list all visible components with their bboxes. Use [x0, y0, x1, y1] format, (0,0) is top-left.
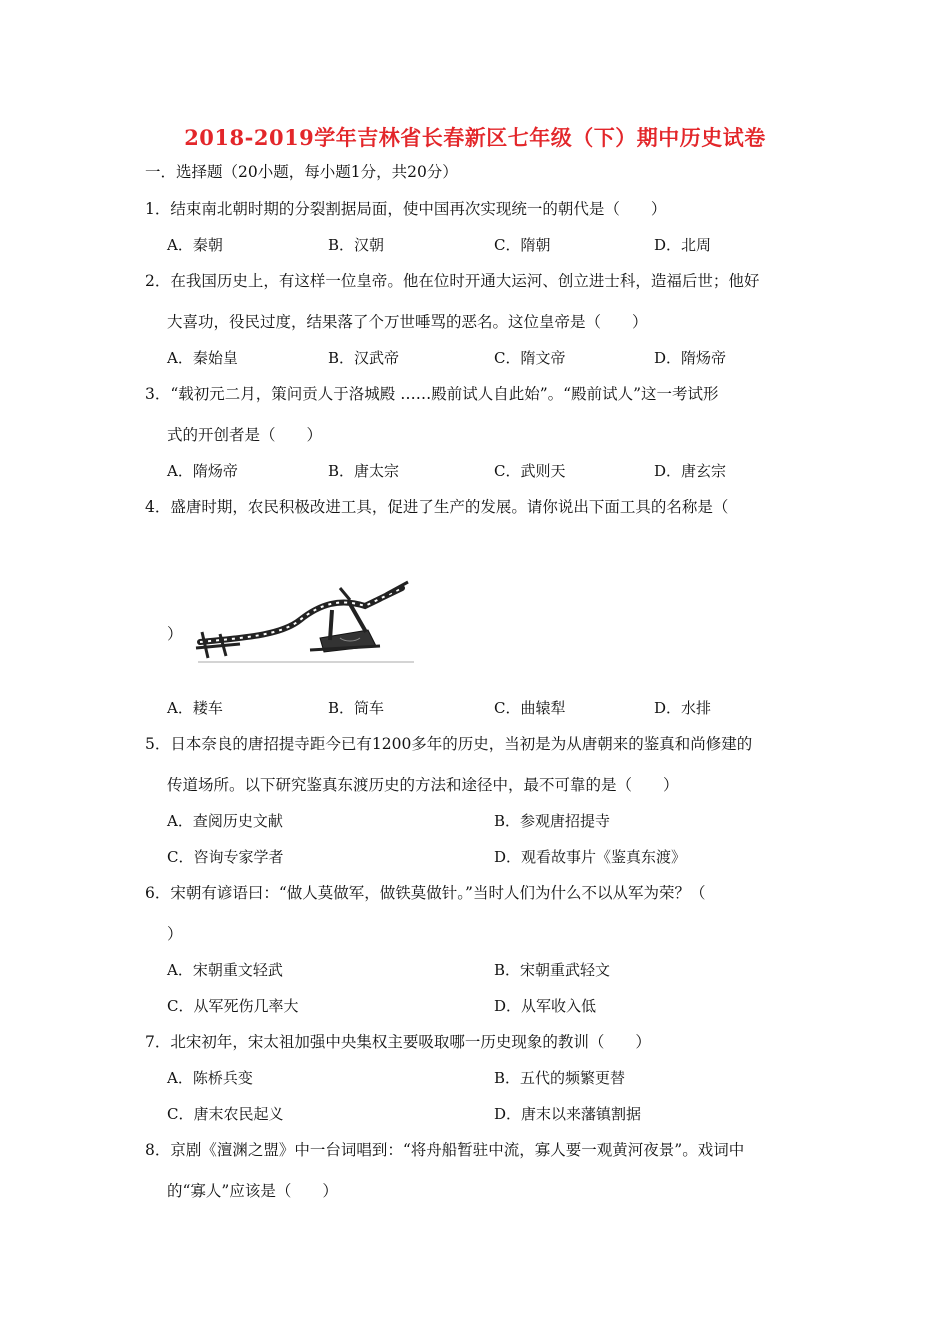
q3-option-c[interactable]: C．武则天 [494, 462, 566, 480]
q7-option-b[interactable]: B．五代的频繁更替 [494, 1069, 626, 1087]
q3-option-d[interactable]: D．唐玄宗 [654, 462, 727, 480]
q1-option-a[interactable]: A．秦朝 [167, 236, 223, 254]
q2-option-d[interactable]: D．隋炀帝 [654, 349, 727, 367]
question-1-text: 1．结束南北朝时期的分裂割据局面，使中国再次实现统一的朝代是（ ） [145, 200, 667, 218]
q5-option-b[interactable]: B．参观唐招提寺 [494, 812, 611, 830]
q3-option-a[interactable]: A．隋炀帝 [167, 462, 238, 480]
question-3-line-1: 3．“载初元二月，策问贡人于洛城殿 ……殿前试人自此始”。“殿前试人”这一考试形 [145, 385, 719, 403]
q4-option-d[interactable]: D．水排 [654, 699, 712, 717]
question-2-line-2: 大喜功，役民过度，结果落了个万世唾骂的恶名。这位皇帝是（ ） [167, 313, 648, 331]
q2-option-a[interactable]: A．秦始皇 [167, 349, 238, 367]
question-7-text: 7．北宋初年，宋太祖加强中央集权主要吸取哪一历史现象的教训（ ） [145, 1033, 651, 1051]
q4-option-a[interactable]: A．耧车 [167, 699, 223, 717]
question-6-line-2: ） [167, 925, 183, 943]
question-3-line-2: 式的开创者是（ ） [167, 426, 323, 444]
q5-option-a[interactable]: A．查阅历史文献 [167, 812, 283, 830]
q1-option-c[interactable]: C．隋朝 [494, 236, 551, 254]
q5-option-d[interactable]: D．观看故事片《鉴真东渡》 [494, 848, 687, 866]
q7-option-a[interactable]: A．陈桥兵变 [167, 1069, 253, 1087]
q6-option-c[interactable]: C．从军死伤几率大 [167, 997, 299, 1015]
q7-option-d[interactable]: D．唐末以来藩镇割据 [494, 1105, 642, 1123]
question-6-line-1: 6．宋朝有谚语曰：“做人莫做军，做铁莫做针。”当时人们为什么不以从军为荣？（ [145, 884, 706, 902]
q1-option-b[interactable]: B．汉朝 [328, 236, 385, 254]
question-5-line-1: 5．日本奈良的唐招提寺距今已有1200多年的历史，当初是为从唐朝来的鉴真和尚修建的 [145, 735, 753, 753]
q4-option-c[interactable]: C．曲辕犁 [494, 699, 566, 717]
q5-option-c[interactable]: C．咨询专家学者 [167, 848, 284, 866]
q7-option-c[interactable]: C．唐末农民起义 [167, 1105, 284, 1123]
question-8-line-2: 的“寡人”应该是（ ） [167, 1182, 338, 1200]
q6-option-d[interactable]: D．从军收入低 [494, 997, 597, 1015]
question-2-line-1: 2．在我国历史上，有这样一位皇帝。他在位时开通大运河、创立进士科，造福后世；他好 [145, 272, 760, 290]
curved-plow-illustration [190, 580, 416, 668]
q2-option-b[interactable]: B．汉武帝 [328, 349, 400, 367]
section-heading: 一．选择题（20小题，每小题1分，共20分） [145, 163, 458, 181]
q2-option-c[interactable]: C．隋文帝 [494, 349, 566, 367]
question-8-line-1: 8．京剧《澶渊之盟》中一台词唱到：“将舟船暂驻中流，寡人要一观黄河夜景”。戏词中 [145, 1141, 745, 1159]
q1-option-d[interactable]: D．北周 [654, 236, 712, 254]
exam-title: 2018-2019学年吉林省长春新区七年级（下）期中历史试卷 [184, 125, 766, 150]
q6-option-a[interactable]: A．宋朝重文轻武 [167, 961, 283, 979]
question-4-line-1: 4．盛唐时期，农民积极改进工具，促进了生产的发展。请你说出下面工具的名称是（ [145, 498, 729, 516]
q3-option-b[interactable]: B．唐太宗 [328, 462, 400, 480]
question-5-line-2: 传道场所。以下研究鉴真东渡历史的方法和途径中，最不可靠的是（ ） [167, 776, 679, 794]
q6-option-b[interactable]: B．宋朝重武轻文 [494, 961, 611, 979]
q4-option-b[interactable]: B．筒车 [328, 699, 385, 717]
question-4-line-2: ） [167, 625, 183, 643]
